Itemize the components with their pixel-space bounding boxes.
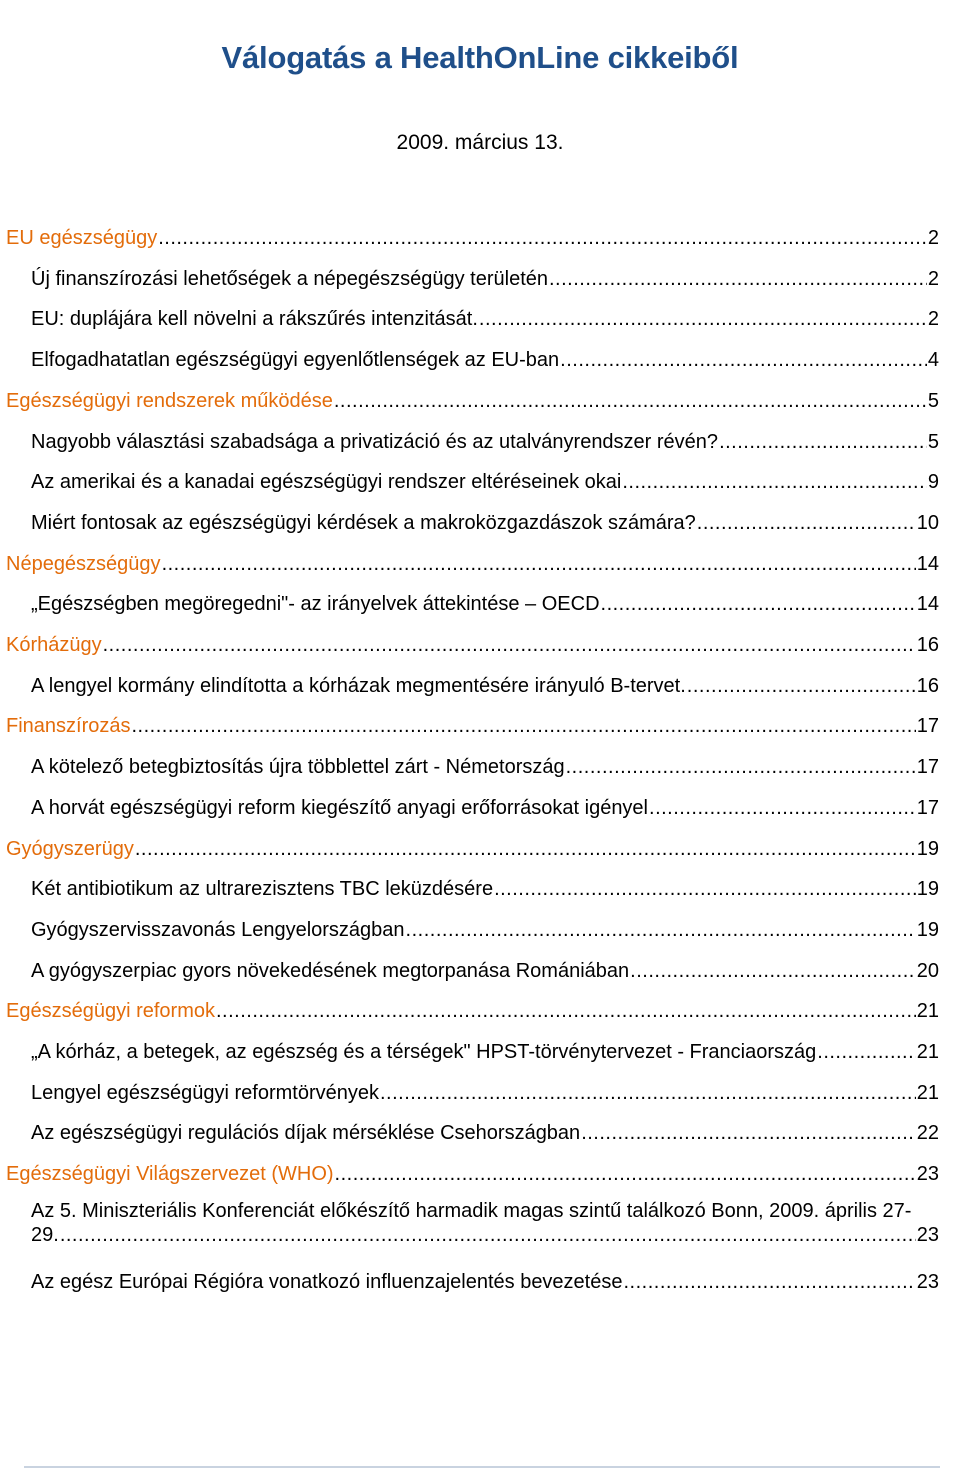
toc-dot-leader xyxy=(622,470,927,494)
toc-section-entry[interactable] xyxy=(6,714,939,738)
toc-section-entry[interactable] xyxy=(6,999,939,1023)
toc-article-entry[interactable] xyxy=(31,959,939,983)
page-bottom-rule xyxy=(24,1466,940,1468)
toc-page-number: 10 xyxy=(916,511,939,534)
toc-entry-label: Elfogadhatatlan egészségügyi egyenlőtlenségek az EU-ban xyxy=(31,349,560,372)
toc-page-number: 4 xyxy=(927,349,939,372)
toc-dot-leader xyxy=(687,674,916,698)
toc-dot-leader xyxy=(158,226,927,250)
toc-dot-leader xyxy=(334,389,927,413)
toc-entry-label: Finanszírozás xyxy=(6,715,131,738)
toc-page-number: 21 xyxy=(916,1041,939,1063)
toc-article-entry[interactable] xyxy=(31,348,939,372)
toc-entry-label: „Egészségben megöregedni"- az irányelvek áttekintése – OECD xyxy=(31,593,600,616)
toc-page-number: 14 xyxy=(916,552,939,575)
toc-dot-leader xyxy=(494,877,916,901)
toc-article-entry[interactable] xyxy=(31,511,939,535)
toc-page-number: 22 xyxy=(916,1122,939,1145)
toc-entry-label: A lengyel kormány elindította a kórházak megmentésére irányuló B-tervet. xyxy=(31,674,686,697)
toc-dot-leader xyxy=(335,1162,916,1186)
toc-dot-leader xyxy=(216,999,916,1023)
toc-section-entry[interactable] xyxy=(6,1162,939,1186)
toc-page-number: 2 xyxy=(927,308,939,331)
document-date: 2009. március 13. xyxy=(396,131,564,154)
toc-entry-label: Egészségügyi Világszervezet (WHO) xyxy=(6,1163,334,1186)
toc-article-entry[interactable] xyxy=(31,470,939,494)
toc-section-entry[interactable] xyxy=(6,552,939,576)
toc-entry-label: Gyógyszervisszavonás Lengyelországban xyxy=(31,918,405,941)
toc-article-entry[interactable] xyxy=(31,1121,939,1145)
toc-dot-leader xyxy=(60,1223,916,1247)
toc-dot-leader xyxy=(581,1121,916,1145)
toc-article-entry[interactable] xyxy=(31,430,939,454)
toc-entry-label-continued: 29. xyxy=(31,1223,59,1246)
toc-dot-leader xyxy=(549,267,927,291)
toc-article-entry[interactable] xyxy=(31,1199,939,1247)
toc-dot-leader xyxy=(103,633,916,657)
toc-entry-label: EU: duplájára kell növelni a rákszűrés intenzitását. xyxy=(31,308,478,331)
toc-dot-leader xyxy=(697,511,916,535)
toc-page-number: 23 xyxy=(916,1223,939,1246)
toc-dot-leader xyxy=(135,837,916,861)
toc-article-entry[interactable] xyxy=(31,1081,939,1105)
toc-page-number: 2 xyxy=(927,267,939,290)
toc-entry-label: Miért fontosak az egészségügyi kérdések a makroközgazdászok számára? xyxy=(31,511,696,534)
toc-article-entry[interactable] xyxy=(31,755,939,779)
toc-entry-label: Az amerikai és a kanadai egészségügyi rendszer eltéréseinek okai xyxy=(31,471,622,494)
toc-page-number: 5 xyxy=(927,430,939,453)
toc-page-number: 19 xyxy=(916,918,939,941)
toc-entry-label: Új finanszírozási lehetőségek a népegészségügy területén xyxy=(31,267,548,290)
toc-entry-label: Két antibiotikum az ultrarezisztens TBC leküzdésére xyxy=(31,878,494,901)
toc-entry-label: EU egészségügy xyxy=(6,227,158,249)
toc-page-number: 17 xyxy=(916,796,939,819)
toc-dot-leader xyxy=(623,1270,915,1294)
toc-section-entry[interactable] xyxy=(6,633,939,657)
toc-page-number: 2 xyxy=(927,227,939,249)
toc-section-entry[interactable] xyxy=(6,389,939,413)
toc-page-number: 19 xyxy=(916,837,939,860)
toc-article-entry[interactable] xyxy=(31,796,939,820)
toc-article-entry[interactable] xyxy=(31,307,939,331)
toc-article-entry[interactable] xyxy=(31,877,939,901)
toc-dot-leader xyxy=(132,714,916,738)
toc-dot-leader xyxy=(630,959,916,983)
toc-dot-leader xyxy=(566,755,916,779)
toc-entry-label: Népegészségügy xyxy=(6,552,161,575)
toc-entry-label: A gyógyszerpiac gyors növekedésének megtorpanása Romániában xyxy=(31,959,630,982)
toc-section-entry[interactable] xyxy=(6,226,939,250)
toc-dot-leader xyxy=(406,918,916,942)
toc-entry-label: Egészségügyi rendszerek működése xyxy=(6,389,333,412)
toc-dot-leader xyxy=(649,796,916,820)
toc-dot-leader xyxy=(560,348,927,372)
toc-page-number: 20 xyxy=(916,959,939,982)
toc-section-entry[interactable] xyxy=(6,837,939,861)
toc-entry-label: Egészségügyi reformok xyxy=(6,1000,215,1023)
toc-article-entry[interactable] xyxy=(31,918,939,942)
toc-entry-label: Gyógyszerügy xyxy=(6,837,134,860)
toc-dot-leader xyxy=(719,430,927,454)
toc-entry-label: Az 5. Miniszteriális Konferenciát előkészítő harmadik magas szintű találkozó Bonn, 2009. április 27- xyxy=(31,1199,912,1222)
toc-page-number: 17 xyxy=(916,756,939,779)
toc-page-number: 19 xyxy=(916,878,939,901)
toc-entry-label: „A kórház, a betegek, az egészség és a térségek" HPST-törvénytervezet - Franciaország xyxy=(31,1041,817,1063)
toc-page-number: 23 xyxy=(916,1163,939,1186)
toc-page-number: 16 xyxy=(916,634,939,656)
toc-entry-label: A kötelező betegbiztosítás újra többlettel zárt - Németország xyxy=(31,756,565,779)
toc-page-number: 23 xyxy=(916,1270,939,1293)
toc-entry-label: Az egész Európai Régióra vonatkozó influenzajelentés bevezetése xyxy=(31,1270,623,1293)
toc-article-entry[interactable] xyxy=(31,1270,939,1294)
toc-entry-label: Lengyel egészségügyi reformtörvények xyxy=(31,1081,379,1104)
toc-dot-leader xyxy=(479,307,927,331)
toc-page-number: 21 xyxy=(916,1081,939,1104)
toc-page-number: 21 xyxy=(916,1000,939,1023)
toc-entry-label: A horvát egészségügyi reform kiegészítő anyagi erőforrásokat igényel xyxy=(31,796,649,819)
toc-dot-leader xyxy=(162,552,916,576)
toc-page-number: 16 xyxy=(916,674,939,697)
toc-entry-label: Az egészségügyi regulációs díjak mérséklése Csehországban xyxy=(31,1122,581,1145)
document-title: Válogatás a HealthOnLine cikkeiből xyxy=(221,40,739,75)
toc-article-entry[interactable] xyxy=(31,1040,939,1064)
toc-dot-leader xyxy=(380,1081,916,1105)
toc-entry-label: Kórházügy xyxy=(6,634,102,656)
toc-dot-leader xyxy=(817,1040,915,1064)
toc-page-number: 14 xyxy=(916,593,939,616)
toc-article-entry[interactable] xyxy=(31,592,939,616)
toc-page-number: 9 xyxy=(927,471,939,494)
toc-page-number: 5 xyxy=(927,389,939,412)
toc-entry-label: Nagyobb választási szabadsága a privatizáció és az utalványrendszer révén? xyxy=(31,430,719,453)
toc-article-entry[interactable] xyxy=(31,267,939,291)
toc-dot-leader xyxy=(601,592,916,616)
toc-article-entry[interactable] xyxy=(31,674,939,698)
toc-page-number: 17 xyxy=(916,715,939,738)
